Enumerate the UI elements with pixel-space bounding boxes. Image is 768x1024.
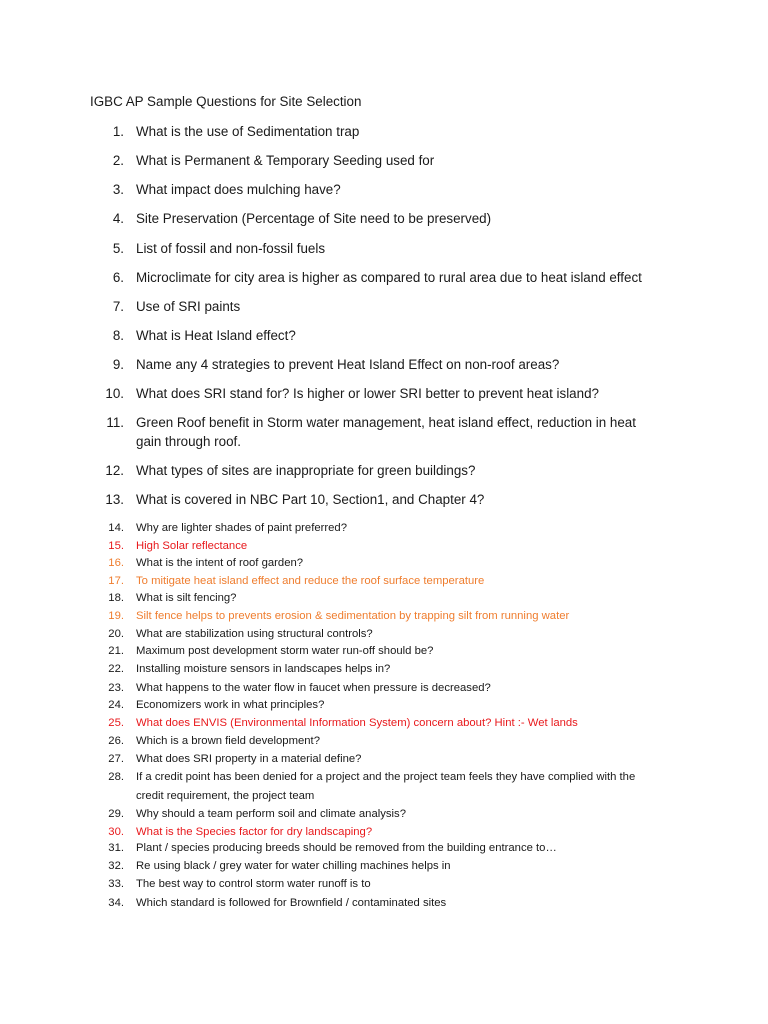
question-number: 5. — [112, 241, 124, 256]
question-text: What is the Species factor for dry landscaping? — [136, 826, 373, 838]
question-number: 25. — [108, 717, 124, 729]
question-number: 10. — [105, 386, 124, 401]
question-number: 26. — [108, 735, 124, 747]
question-text: What does SRI stand for? Is higher or lower SRI better to prevent heat island? — [136, 386, 599, 401]
question-text: To mitigate heat island effect and reduce the roof surface temperature — [136, 575, 485, 587]
question-number: 9. — [112, 357, 124, 372]
question-number: 18. — [108, 592, 124, 604]
question-text: Microclimate for city area is higher as compared to rural area due to heat island effect — [136, 270, 642, 285]
question-text: Installing moisture sensors in landscapes helps in? — [136, 663, 391, 675]
question-number: 27. — [108, 753, 124, 765]
question-text: Why should a team perform soil and climate analysis? — [136, 808, 406, 820]
question-number: 31. — [108, 842, 124, 854]
question-text: Site Preservation (Percentage of Site need to be preserved) — [136, 211, 492, 226]
question-text: Re using black / grey water for water chilling machines helps in — [136, 860, 451, 872]
question-number: 2. — [112, 153, 124, 168]
question-number: 15. — [108, 540, 124, 552]
question-text: Name any 4 strategies to prevent Heat Island Effect on non-roof areas? — [136, 357, 560, 372]
question-number: 22. — [108, 663, 124, 675]
question-text: What is the use of Sedimentation trap — [136, 124, 360, 139]
question-text: What is Heat Island effect? — [136, 328, 296, 343]
question-text: What is the intent of roof garden? — [136, 557, 304, 569]
question-text: What are stabilization using structural controls? — [136, 628, 373, 640]
question-number: 19. — [108, 610, 124, 622]
document-title: IGBC AP Sample Questions for Site Selection — [90, 94, 362, 109]
question-text: If a credit point has been denied for a project and the project team feels they have complied with the credit requirement, the project team — [136, 771, 636, 802]
question-text: What is Permanent & Temporary Seeding used for — [136, 153, 435, 168]
question-number: 12. — [105, 463, 124, 478]
question-text: Which standard is followed for Brownfield / contaminated sites — [136, 897, 447, 909]
question-text: The best way to control storm water runoff is to — [136, 878, 371, 890]
question-number: 3. — [112, 182, 124, 197]
question-text: List of fossil and non-fossil fuels — [136, 241, 326, 256]
question-text: What is silt fencing? — [136, 592, 237, 604]
question-number: 11. — [106, 415, 124, 430]
question-number: 13. — [105, 492, 124, 507]
question-text: Use of SRI paints — [136, 299, 241, 314]
question-number: 23. — [108, 682, 124, 694]
question-number: 21. — [108, 645, 124, 657]
question-text: Why are lighter shades of paint preferred? — [136, 522, 347, 534]
question-number: 32. — [108, 860, 124, 872]
question-text: What impact does mulching have? — [136, 182, 341, 197]
question-text: What happens to the water flow in faucet when pressure is decreased? — [136, 682, 491, 694]
question-text: What is covered in NBC Part 10, Section1, and Chapter 4? — [136, 492, 485, 507]
question-text: Plant / species producing breeds should be removed from the building entrance to… — [136, 842, 557, 854]
question-text: High Solar reflectance — [136, 540, 248, 552]
question-text: Green Roof benefit in Storm water management, heat island effect, reduction in heat gain through roof. — [136, 415, 636, 449]
question-number: 16. — [108, 557, 124, 569]
question-number: 8. — [112, 328, 124, 343]
question-text: Which is a brown field development? — [136, 735, 320, 747]
question-number: 29. — [108, 808, 124, 820]
question-text: Silt fence helps to prevents erosion & sedimentation by trapping silt from running water — [136, 610, 570, 622]
question-text: Maximum post development storm water run-off should be? — [136, 645, 434, 657]
question-number: 6. — [112, 270, 124, 285]
question-number: 1. — [112, 124, 124, 139]
question-number: 14. — [108, 522, 124, 534]
question-text: Economizers work in what principles? — [136, 699, 325, 711]
question-number: 33. — [108, 878, 124, 890]
question-number: 20. — [108, 628, 124, 640]
question-number: 30. — [108, 826, 124, 838]
question-number: 28. — [108, 771, 124, 783]
question-text: What does ENVIS (Environmental Information System) concern about? Hint :- Wet lands — [136, 717, 578, 729]
question-number: 7. — [112, 299, 124, 314]
question-number: 24. — [108, 699, 124, 711]
question-number: 17. — [108, 575, 124, 587]
question-text: What does SRI property in a material define? — [136, 753, 362, 765]
question-number: 34. — [108, 897, 124, 909]
question-text: What types of sites are inappropriate for green buildings? — [136, 463, 476, 478]
question-number: 4. — [112, 211, 124, 226]
